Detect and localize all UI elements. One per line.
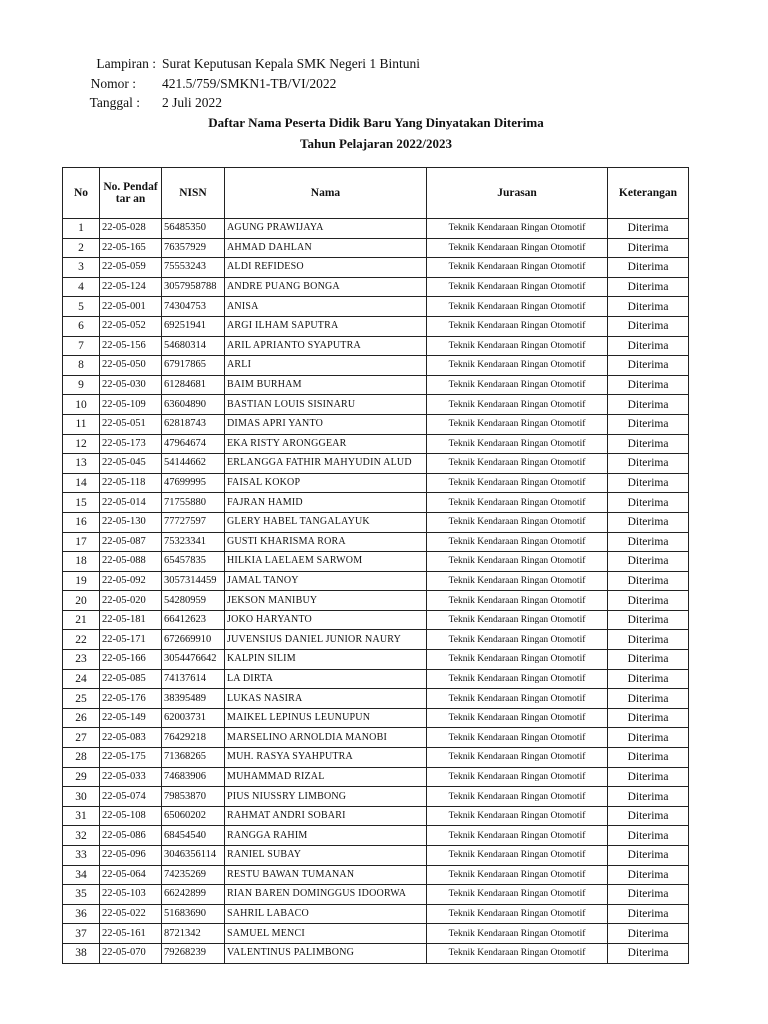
- major: Teknik Kendaraan Ringan Otomotif: [427, 943, 608, 963]
- table-row: [63, 610, 689, 630]
- status: Diterima: [608, 532, 689, 552]
- student-name: LA DIRTA: [225, 669, 427, 689]
- registration-number: 22-05-176: [100, 689, 162, 709]
- student-name: JOKO HARYANTO: [225, 610, 427, 630]
- row-number: 36: [63, 904, 100, 924]
- major: Teknik Kendaraan Ringan Otomotif: [427, 454, 608, 474]
- status: Diterima: [608, 316, 689, 336]
- nisn: 74235269: [162, 865, 225, 885]
- nisn: 79268239: [162, 943, 225, 963]
- major: Teknik Kendaraan Ringan Otomotif: [427, 787, 608, 807]
- row-number: 38: [63, 943, 100, 963]
- major: Teknik Kendaraan Ringan Otomotif: [427, 375, 608, 395]
- student-name: LUKAS NASIRA: [225, 689, 427, 709]
- table-row: [63, 297, 689, 317]
- nisn: 54680314: [162, 336, 225, 356]
- registration-number: 22-05-092: [100, 571, 162, 591]
- document-subtitle: Tahun Pelajaran 2022/2023: [300, 136, 452, 151]
- student-name: RAHMAT ANDRI SOBARI: [225, 806, 427, 826]
- table-row: [63, 689, 689, 709]
- registration-number: 22-05-022: [100, 904, 162, 924]
- registration-number: 22-05-083: [100, 728, 162, 748]
- registration-number: 22-05-149: [100, 708, 162, 728]
- major: Teknik Kendaraan Ringan Otomotif: [427, 924, 608, 944]
- table-row: [63, 454, 689, 474]
- row-number: 2: [63, 238, 100, 258]
- major: Teknik Kendaraan Ringan Otomotif: [427, 591, 608, 611]
- status: Diterima: [608, 336, 689, 356]
- registration-number: 22-05-033: [100, 767, 162, 787]
- nisn: 62818743: [162, 414, 225, 434]
- major: Teknik Kendaraan Ringan Otomotif: [427, 865, 608, 885]
- col-header-major: Jurasan: [427, 168, 608, 219]
- student-name: ANDRE PUANG BONGA: [225, 277, 427, 297]
- status: Diterima: [608, 708, 689, 728]
- status: Diterima: [608, 277, 689, 297]
- table-row: [63, 316, 689, 336]
- table-row: [63, 493, 689, 513]
- student-name: DIMAS APRI YANTO: [225, 414, 427, 434]
- major: Teknik Kendaraan Ringan Otomotif: [427, 434, 608, 454]
- status: Diterima: [608, 512, 689, 532]
- nisn: 65060202: [162, 806, 225, 826]
- table-row: [63, 414, 689, 434]
- row-number: 9: [63, 375, 100, 395]
- status: Diterima: [608, 375, 689, 395]
- tanggal-label: Tanggal :: [89, 95, 140, 110]
- registration-number: 22-05-001: [100, 297, 162, 317]
- row-number: 11: [63, 414, 100, 434]
- major: Teknik Kendaraan Ringan Otomotif: [427, 767, 608, 787]
- major: Teknik Kendaraan Ringan Otomotif: [427, 336, 608, 356]
- student-name: AHMAD DAHLAN: [225, 238, 427, 258]
- student-name: RANGGA RAHIM: [225, 826, 427, 846]
- table-row: [63, 219, 689, 239]
- registration-number: 22-05-108: [100, 806, 162, 826]
- student-name: HILKIA LAELAEM SARWOM: [225, 552, 427, 572]
- row-number: 6: [63, 316, 100, 336]
- table-row: [63, 552, 689, 572]
- nomor-label: Nomor :: [90, 76, 136, 91]
- major: Teknik Kendaraan Ringan Otomotif: [427, 395, 608, 415]
- row-number: 32: [63, 826, 100, 846]
- col-header-name: Nama: [225, 168, 427, 219]
- registration-number: 22-05-050: [100, 356, 162, 376]
- status: Diterima: [608, 767, 689, 787]
- major: Teknik Kendaraan Ringan Otomotif: [427, 806, 608, 826]
- document-title: Daftar Nama Peserta Didik Baru Yang Dinyatakan Diterima: [208, 115, 544, 130]
- registration-number: 22-05-087: [100, 532, 162, 552]
- table-row: [63, 943, 689, 963]
- registration-number: 22-05-014: [100, 493, 162, 513]
- admission-table: [62, 167, 689, 964]
- student-name: KALPIN SILIM: [225, 650, 427, 670]
- major: Teknik Kendaraan Ringan Otomotif: [427, 414, 608, 434]
- registration-number: 22-05-118: [100, 473, 162, 493]
- status: Diterima: [608, 904, 689, 924]
- nisn: 8721342: [162, 924, 225, 944]
- table-row: [63, 748, 689, 768]
- major: Teknik Kendaraan Ringan Otomotif: [427, 669, 608, 689]
- nisn: 69251941: [162, 316, 225, 336]
- major: Teknik Kendaraan Ringan Otomotif: [427, 238, 608, 258]
- registration-number: 22-05-171: [100, 630, 162, 650]
- row-number: 4: [63, 277, 100, 297]
- table-row: [63, 767, 689, 787]
- registration-number: 22-05-064: [100, 865, 162, 885]
- status: Diterima: [608, 434, 689, 454]
- nisn: 47699995: [162, 473, 225, 493]
- student-name: ALDI REFIDESO: [225, 258, 427, 278]
- major: Teknik Kendaraan Ringan Otomotif: [427, 885, 608, 905]
- table-row: [63, 375, 689, 395]
- table-row: [63, 277, 689, 297]
- nisn: 3054476642: [162, 650, 225, 670]
- student-name: PIUS NIUSSRY LIMBONG: [225, 787, 427, 807]
- status: Diterima: [608, 219, 689, 239]
- student-name: ARGI ILHAM SAPUTRA: [225, 316, 427, 336]
- registration-number: 22-05-181: [100, 610, 162, 630]
- row-number: 27: [63, 728, 100, 748]
- status: Diterima: [608, 571, 689, 591]
- lampiran-label: Lampiran :: [96, 56, 156, 71]
- status: Diterima: [608, 826, 689, 846]
- status: Diterima: [608, 689, 689, 709]
- table-row: [63, 669, 689, 689]
- major: Teknik Kendaraan Ringan Otomotif: [427, 552, 608, 572]
- row-number: 30: [63, 787, 100, 807]
- registration-number: 22-05-096: [100, 846, 162, 866]
- nisn: 3057958788: [162, 277, 225, 297]
- student-name: BASTIAN LOUIS SISINARU: [225, 395, 427, 415]
- nisn: 51683690: [162, 904, 225, 924]
- table-row: [63, 473, 689, 493]
- major: Teknik Kendaraan Ringan Otomotif: [427, 630, 608, 650]
- registration-number: 22-05-020: [100, 591, 162, 611]
- status: Diterima: [608, 454, 689, 474]
- student-name: JEKSON MANIBUY: [225, 591, 427, 611]
- nisn: 68454540: [162, 826, 225, 846]
- student-name: ERLANGGA FATHIR MAHYUDIN ALUD: [225, 454, 427, 474]
- status: Diterima: [608, 924, 689, 944]
- nisn: 74683906: [162, 767, 225, 787]
- nisn: 66242899: [162, 885, 225, 905]
- major: Teknik Kendaraan Ringan Otomotif: [427, 748, 608, 768]
- nisn: 77727597: [162, 512, 225, 532]
- student-name: JAMAL TANOY: [225, 571, 427, 591]
- major: Teknik Kendaraan Ringan Otomotif: [427, 219, 608, 239]
- row-number: 19: [63, 571, 100, 591]
- major: Teknik Kendaraan Ringan Otomotif: [427, 297, 608, 317]
- row-number: 33: [63, 846, 100, 866]
- lampiran-value: Surat Keputusan Kepala SMK Negeri 1 Bintuni: [162, 56, 420, 71]
- major: Teknik Kendaraan Ringan Otomotif: [427, 610, 608, 630]
- status: Diterima: [608, 591, 689, 611]
- table-row: [63, 395, 689, 415]
- registration-number: 22-05-103: [100, 885, 162, 905]
- row-number: 25: [63, 689, 100, 709]
- status: Diterima: [608, 552, 689, 572]
- registration-number: 22-05-166: [100, 650, 162, 670]
- status: Diterima: [608, 943, 689, 963]
- nisn: 76357929: [162, 238, 225, 258]
- registration-number: 22-05-109: [100, 395, 162, 415]
- major: Teknik Kendaraan Ringan Otomotif: [427, 904, 608, 924]
- row-number: 23: [63, 650, 100, 670]
- nisn: 71755880: [162, 493, 225, 513]
- table-row: [63, 336, 689, 356]
- student-name: AGUNG PRAWIJAYA: [225, 219, 427, 239]
- row-number: 29: [63, 767, 100, 787]
- registration-number: 22-05-045: [100, 454, 162, 474]
- row-number: 21: [63, 610, 100, 630]
- nisn: 54280959: [162, 591, 225, 611]
- nisn: 75553243: [162, 258, 225, 278]
- major: Teknik Kendaraan Ringan Otomotif: [427, 512, 608, 532]
- status: Diterima: [608, 787, 689, 807]
- status: Diterima: [608, 728, 689, 748]
- major: Teknik Kendaraan Ringan Otomotif: [427, 728, 608, 748]
- status: Diterima: [608, 806, 689, 826]
- major: Teknik Kendaraan Ringan Otomotif: [427, 473, 608, 493]
- nisn: 54144662: [162, 454, 225, 474]
- table-header-row: [63, 168, 689, 219]
- nisn: 63604890: [162, 395, 225, 415]
- row-number: 16: [63, 512, 100, 532]
- table-row: [63, 846, 689, 866]
- registration-number: 22-05-030: [100, 375, 162, 395]
- major: Teknik Kendaraan Ringan Otomotif: [427, 708, 608, 728]
- student-name: FAISAL KOKOP: [225, 473, 427, 493]
- registration-number: 22-05-124: [100, 277, 162, 297]
- registration-number: 22-05-070: [100, 943, 162, 963]
- nisn: 3057314459: [162, 571, 225, 591]
- row-number: 1: [63, 219, 100, 239]
- table-row: [63, 591, 689, 611]
- nisn: 75323341: [162, 532, 225, 552]
- table-row: [63, 728, 689, 748]
- registration-number: 22-05-086: [100, 826, 162, 846]
- student-name: ANISA: [225, 297, 427, 317]
- table-row: [63, 904, 689, 924]
- status: Diterima: [608, 414, 689, 434]
- table-row: [63, 532, 689, 552]
- major: Teknik Kendaraan Ringan Otomotif: [427, 356, 608, 376]
- registration-number: 22-05-051: [100, 414, 162, 434]
- nisn: 3046356114: [162, 846, 225, 866]
- row-number: 10: [63, 395, 100, 415]
- nisn: 71368265: [162, 748, 225, 768]
- nisn: 672669910: [162, 630, 225, 650]
- student-name: JUVENSIUS DANIEL JUNIOR NAURY: [225, 630, 427, 650]
- nisn: 65457835: [162, 552, 225, 572]
- tanggal-value: 2 Juli 2022: [162, 95, 223, 110]
- status: Diterima: [608, 669, 689, 689]
- row-number: 14: [63, 473, 100, 493]
- major: Teknik Kendaraan Ringan Otomotif: [427, 493, 608, 513]
- row-number: 20: [63, 591, 100, 611]
- row-number: 28: [63, 748, 100, 768]
- table-row: [63, 826, 689, 846]
- row-number: 31: [63, 806, 100, 826]
- status: Diterima: [608, 297, 689, 317]
- row-number: 24: [63, 669, 100, 689]
- table-row: [63, 865, 689, 885]
- student-name: SAHRIL LABACO: [225, 904, 427, 924]
- major: Teknik Kendaraan Ringan Otomotif: [427, 316, 608, 336]
- student-name: RANIEL SUBAY: [225, 846, 427, 866]
- row-number: 22: [63, 630, 100, 650]
- table-row: [63, 924, 689, 944]
- nisn: 61284681: [162, 375, 225, 395]
- status: Diterima: [608, 846, 689, 866]
- registration-number: 22-05-173: [100, 434, 162, 454]
- table-row: [63, 806, 689, 826]
- table-row: [63, 885, 689, 905]
- nisn: 62003731: [162, 708, 225, 728]
- col-header-registration: No. Pendaftar an: [100, 168, 162, 219]
- status: Diterima: [608, 885, 689, 905]
- student-name: FAJRAN HAMID: [225, 493, 427, 513]
- row-number: 13: [63, 454, 100, 474]
- student-name: BAIM BURHAM: [225, 375, 427, 395]
- registration-number: 22-05-165: [100, 238, 162, 258]
- student-name: GUSTI KHARISMA RORA: [225, 532, 427, 552]
- status: Diterima: [608, 610, 689, 630]
- registration-number: 22-05-085: [100, 669, 162, 689]
- nisn: 74304753: [162, 297, 225, 317]
- status: Diterima: [608, 238, 689, 258]
- major: Teknik Kendaraan Ringan Otomotif: [427, 532, 608, 552]
- registration-number: 22-05-052: [100, 316, 162, 336]
- nisn: 47964674: [162, 434, 225, 454]
- major: Teknik Kendaraan Ringan Otomotif: [427, 826, 608, 846]
- status: Diterima: [608, 493, 689, 513]
- student-name: EKA RISTY ARONGGEAR: [225, 434, 427, 454]
- nisn: 67917865: [162, 356, 225, 376]
- table-row: [63, 434, 689, 454]
- student-name: MUHAMMAD RIZAL: [225, 767, 427, 787]
- table-row: [63, 630, 689, 650]
- student-name: RIAN BAREN DOMINGGUS IDOORWA: [225, 885, 427, 905]
- nisn: 38395489: [162, 689, 225, 709]
- major: Teknik Kendaraan Ringan Otomotif: [427, 689, 608, 709]
- col-header-nisn: NISN: [162, 168, 225, 219]
- major: Teknik Kendaraan Ringan Otomotif: [427, 571, 608, 591]
- major: Teknik Kendaraan Ringan Otomotif: [427, 258, 608, 278]
- student-name: RESTU BAWAN TUMANAN: [225, 865, 427, 885]
- row-number: 5: [63, 297, 100, 317]
- col-header-no: No: [63, 168, 100, 219]
- nomor-value: 421.5/759/SMKN1-TB/VI/2022: [162, 76, 337, 91]
- table-row: [63, 650, 689, 670]
- row-number: 26: [63, 708, 100, 728]
- status: Diterima: [608, 630, 689, 650]
- row-number: 17: [63, 532, 100, 552]
- row-number: 15: [63, 493, 100, 513]
- nisn: 56485350: [162, 219, 225, 239]
- row-number: 3: [63, 258, 100, 278]
- major: Teknik Kendaraan Ringan Otomotif: [427, 277, 608, 297]
- row-number: 8: [63, 356, 100, 376]
- registration-number: 22-05-156: [100, 336, 162, 356]
- row-number: 35: [63, 885, 100, 905]
- student-name: MARSELINO ARNOLDIA MANOBI: [225, 728, 427, 748]
- table-row: [63, 512, 689, 532]
- col-header-status: Keterangan: [608, 168, 689, 219]
- student-name: SAMUEL MENCI: [225, 924, 427, 944]
- registration-number: 22-05-074: [100, 787, 162, 807]
- student-name: ARIL APRIANTO SYAPUTRA: [225, 336, 427, 356]
- student-name: MAIKEL LEPINUS LEUNUPUN: [225, 708, 427, 728]
- status: Diterima: [608, 650, 689, 670]
- registration-number: 22-05-161: [100, 924, 162, 944]
- registration-number: 22-05-028: [100, 219, 162, 239]
- row-number: 7: [63, 336, 100, 356]
- registration-number: 22-05-088: [100, 552, 162, 572]
- table-row: [63, 258, 689, 278]
- student-name: MUH. RASYA SYAHPUTRA: [225, 748, 427, 768]
- status: Diterima: [608, 473, 689, 493]
- major: Teknik Kendaraan Ringan Otomotif: [427, 846, 608, 866]
- status: Diterima: [608, 865, 689, 885]
- row-number: 37: [63, 924, 100, 944]
- nisn: 79853870: [162, 787, 225, 807]
- registration-number: 22-05-175: [100, 748, 162, 768]
- nisn: 74137614: [162, 669, 225, 689]
- registration-number: 22-05-059: [100, 258, 162, 278]
- status: Diterima: [608, 356, 689, 376]
- student-name: ARLI: [225, 356, 427, 376]
- status: Diterima: [608, 748, 689, 768]
- status: Diterima: [608, 258, 689, 278]
- table-row: [63, 238, 689, 258]
- row-number: 12: [63, 434, 100, 454]
- table-row: [63, 571, 689, 591]
- major: Teknik Kendaraan Ringan Otomotif: [427, 650, 608, 670]
- status: Diterima: [608, 395, 689, 415]
- row-number: 18: [63, 552, 100, 572]
- row-number: 34: [63, 865, 100, 885]
- nisn: 76429218: [162, 728, 225, 748]
- nisn: 66412623: [162, 610, 225, 630]
- student-name: VALENTINUS PALIMBONG: [225, 943, 427, 963]
- table-row: [63, 356, 689, 376]
- table-row: [63, 787, 689, 807]
- student-name: GLERY HABEL TANGALAYUK: [225, 512, 427, 532]
- table-row: [63, 708, 689, 728]
- registration-number: 22-05-130: [100, 512, 162, 532]
